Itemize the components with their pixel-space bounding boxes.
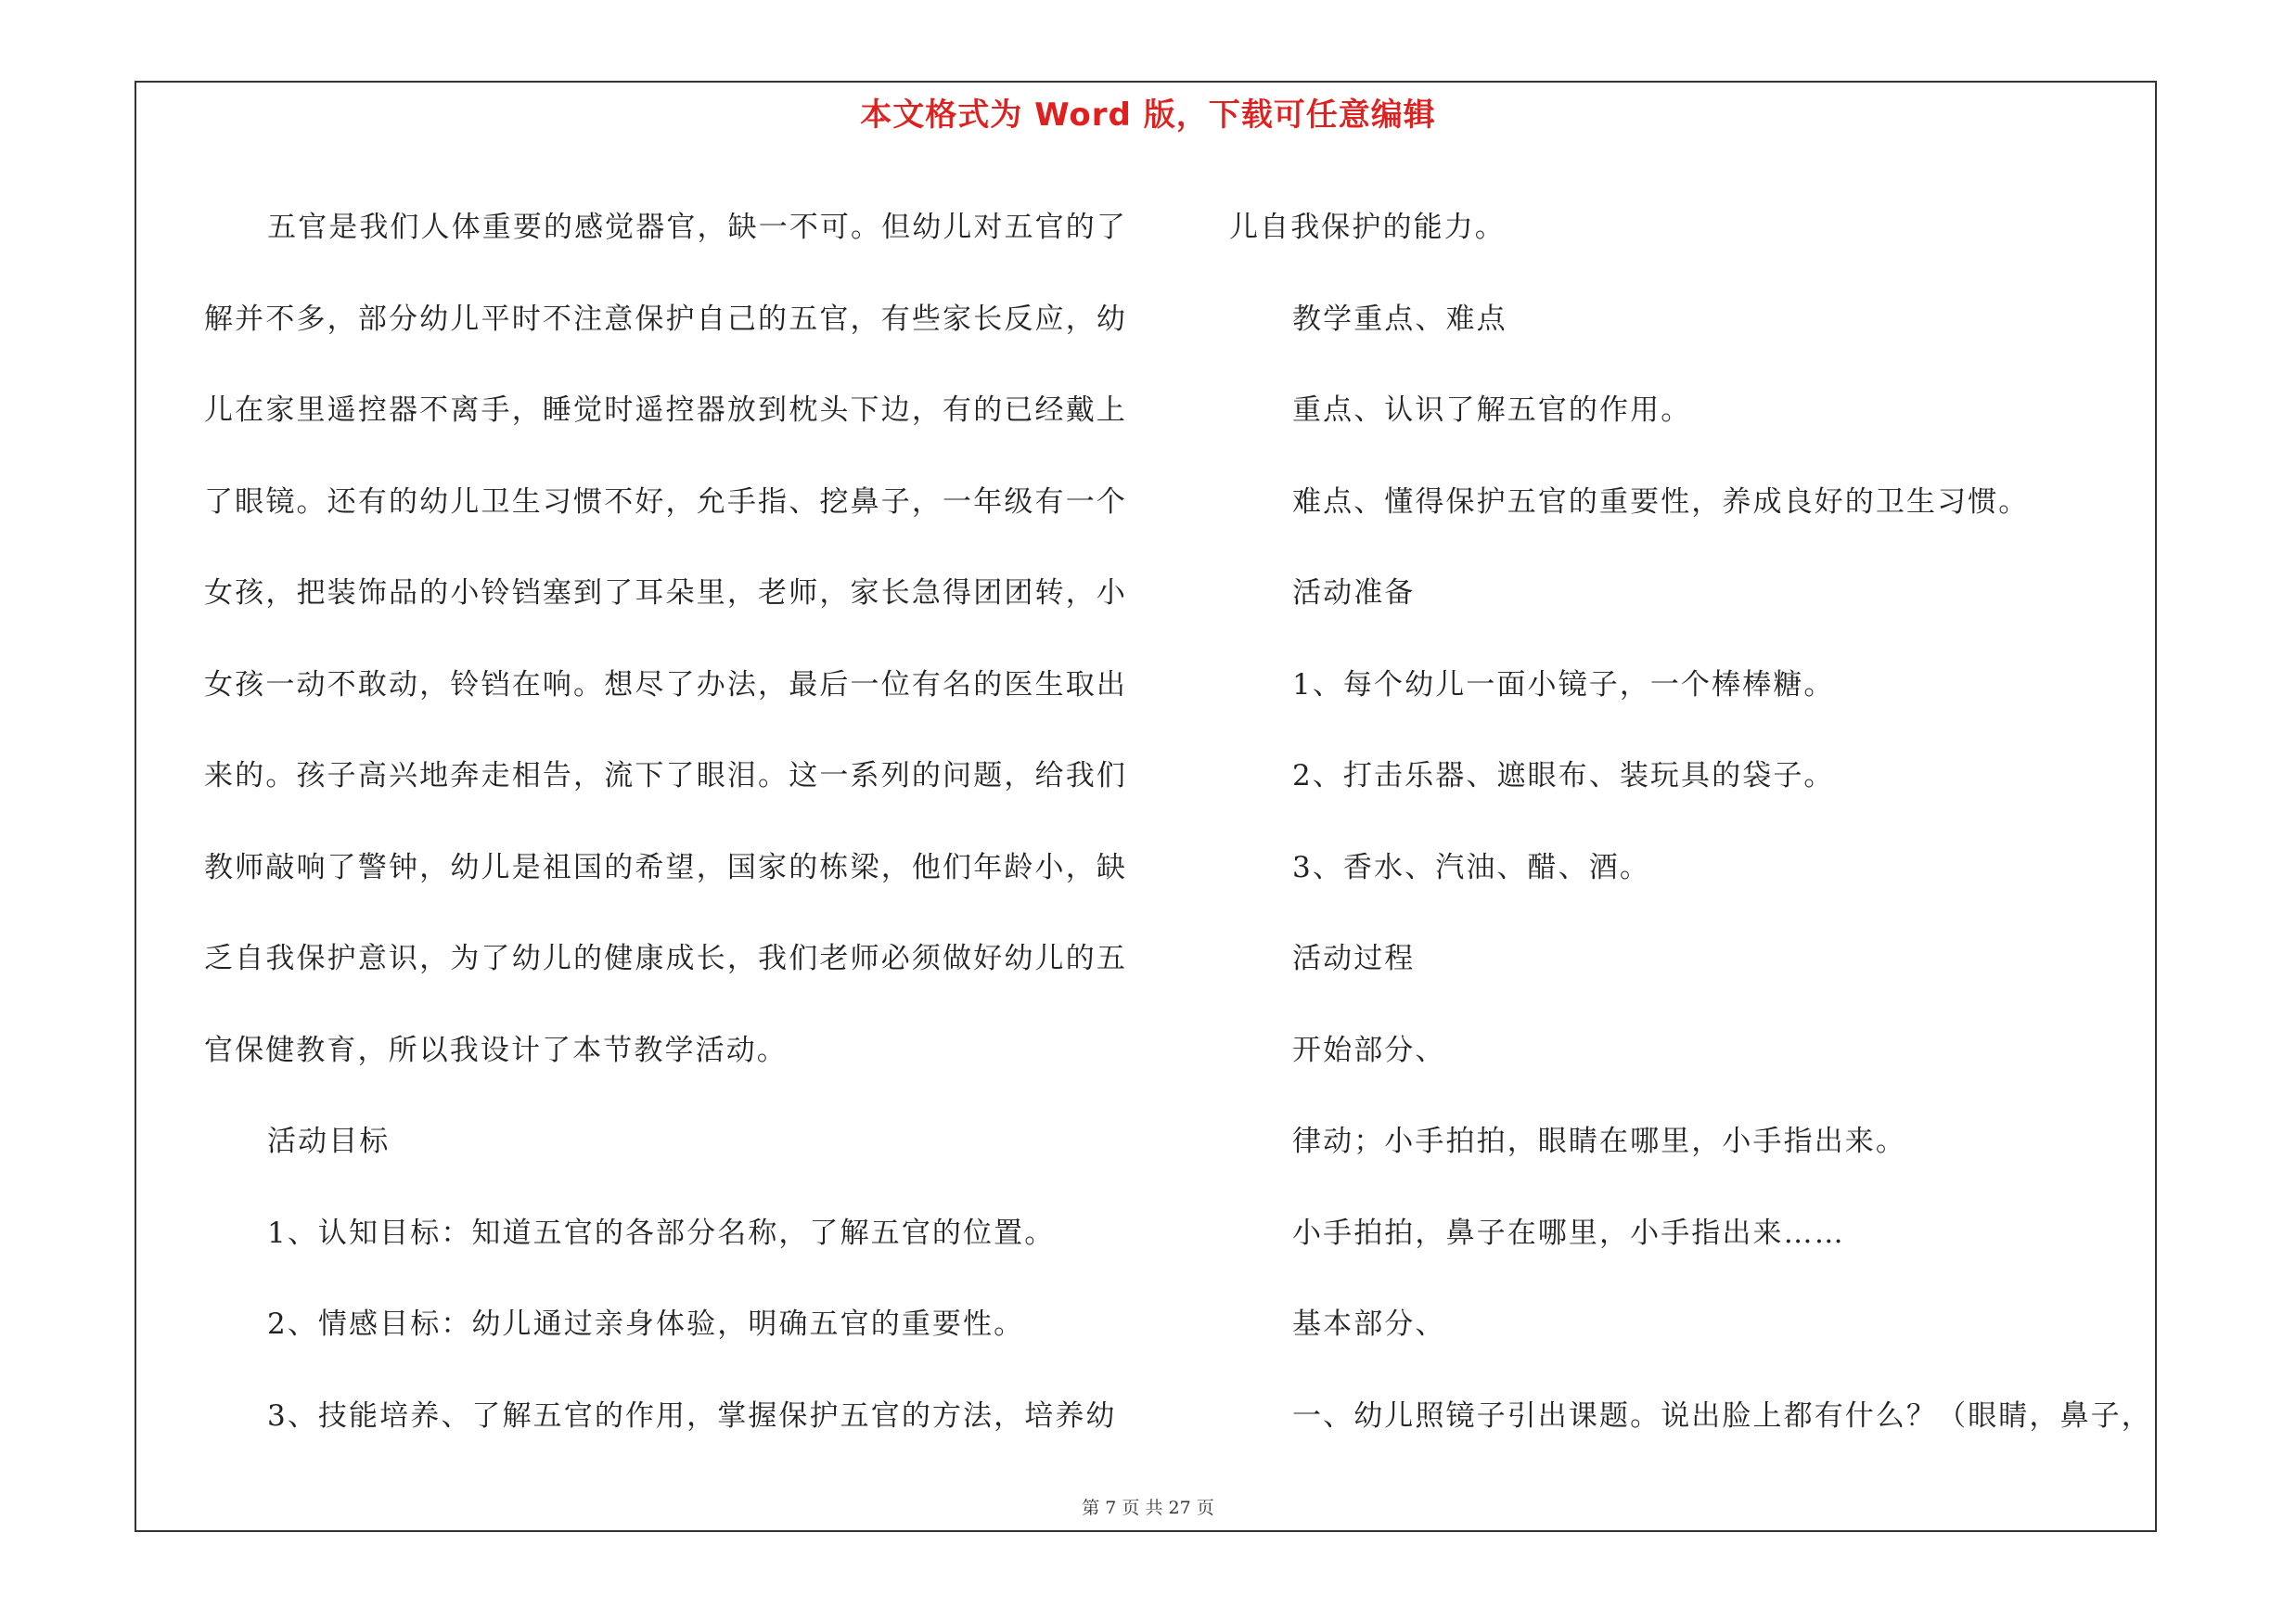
prep-item-3: 3、香水、汽油、醋、酒。 (1292, 850, 1650, 884)
left-column (204, 182, 1127, 1462)
basic-heading: 基本部分、 (1292, 1307, 1446, 1341)
rhythm-line-1: 律动；小手拍拍，眼睛在哪里，小手指出来。 (1292, 1125, 1906, 1158)
goal-item-2: 2、情感目标：幼儿通过亲身体验，明确五官的重要性。 (267, 1307, 1025, 1341)
opening-heading: 开始部分、 (1292, 1033, 1446, 1067)
prep-heading: 活动准备 (1292, 576, 1416, 610)
key-points-heading: 教学重点、难点 (1292, 302, 1507, 336)
basic-step-1: 一、幼儿照镜子引出课题。说出脸上都有什么？（眼睛，鼻子， (1292, 1398, 2152, 1433)
prep-item-1: 1、每个幼儿一面小镜子，一个棒棒糖。 (1292, 667, 1835, 702)
right-column (1229, 182, 2171, 1462)
goal-item-3-start: 3、技能培养、了解五官的作用，掌握保护五官的方法，培养幼 (267, 1398, 1117, 1433)
prep-item-2: 2、打击乐器、遮眼布、装玩具的袋子。 (1292, 759, 1835, 792)
goals-heading: 活动目标 (267, 1125, 391, 1158)
key-point: 重点、认识了解五官的作用。 (1292, 393, 1692, 427)
process-heading: 活动过程 (1292, 942, 1416, 975)
goal-item-3-end: 儿自我保护的能力。 (1229, 211, 1506, 244)
rhythm-line-2: 小手拍拍，鼻子在哪里，小手指出来…… (1292, 1216, 1845, 1250)
goal-item-1: 1、认知目标：知道五官的各部分名称，了解五官的位置。 (267, 1216, 1056, 1250)
difficulty-point: 难点、懂得保护五官的重要性，养成良好的卫生习惯。 (1292, 484, 2030, 519)
intro-paragraph: 五官是我们人体重要的感觉器官，缺一不可。但幼儿对五官的了解并不多，部分幼儿平时不注意保护自己的五官，有些家长反应，幼儿在家里遥控器不离手，睡觉时遥控器放到枕头下边，有的已经戴上了眼镜。还有的幼儿卫生习惯不好，允手指、挖鼻子，一年级有一个女孩，把装饰品的小铃铛塞到了耳朵里，老师，家长急得团团转，小女孩一动不敢动，铃铛在响。想尽了办法，最后一位有名的医生取出来的。孩子高兴地奔走相告，流下了眼泪。这一系列的问题，给我们教师敲响了警钟，幼儿是祖国的希望，国家的栋梁，他们年龄小，缺乏自我保护意识，为了幼儿的健康成长，我们老师必须做好幼儿的五官保健教育，所以我设计了本节教学活动。 (204, 211, 1127, 1067)
format-notice-banner: 本文格式为 Word 版，下载可任意编辑 (860, 97, 1436, 134)
page-number-footer: 第 7 页 共 27 页 (1082, 1498, 1214, 1518)
